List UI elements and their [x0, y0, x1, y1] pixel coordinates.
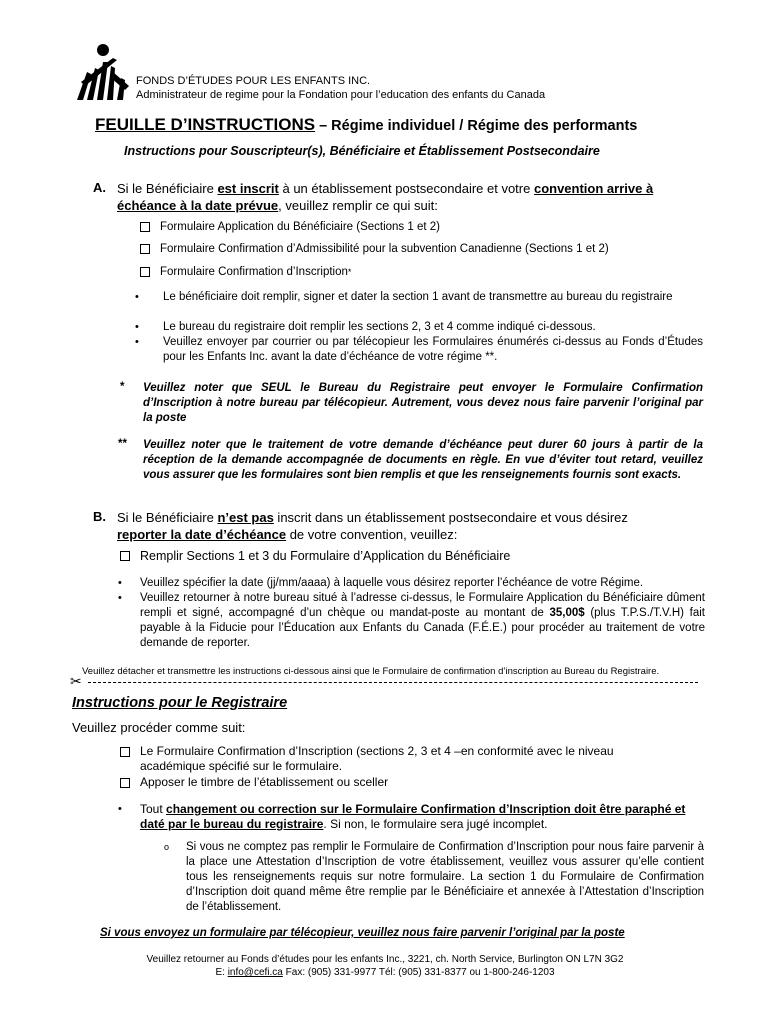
- list-item-text: Veuillez spécifier la date (jj/mm/aaaa) à laquelle vous désirez reporter l’échéance de votre Régime.: [140, 577, 644, 589]
- note-2-mark: **: [118, 438, 127, 450]
- list-item: [118, 591, 705, 651]
- checklist-item: [140, 243, 609, 255]
- checkbox-icon[interactable]: [140, 267, 150, 277]
- section-b-text-2: inscrit dans un établissement postsecondaire et vous désirez: [273, 510, 628, 525]
- list-item: [135, 320, 703, 335]
- list-item-text: Veuillez envoyer par courrier ou par télécopieur les Formulaires énumérés ci-dessus au Fonds d’Études pour les Enfants Inc. avant la date d’échéance de votre régime **.: [163, 336, 703, 363]
- checklist-item: [120, 549, 510, 563]
- list-item-text: Tout: [140, 802, 167, 816]
- checkbox-icon[interactable]: [120, 778, 130, 788]
- checklist-item: [120, 775, 680, 790]
- checklist-item-label: Remplir Sections 1 et 3 du Formulaire d’Application du Bénéficiaire: [140, 549, 511, 563]
- checklist-item-label: Formulaire Application du Bénéficiaire (Sections 1 et 2): [160, 221, 440, 233]
- section-a-letter: A.: [93, 180, 106, 195]
- section-b-intro: [117, 509, 697, 543]
- fee-amount: 35,00$: [549, 607, 585, 619]
- scissors-icon: ✂: [70, 673, 82, 689]
- list-item-text: Le bénéficiaire doit remplir, signer et dater la section 1 avant de transmettre au bureau du registraire: [163, 291, 673, 303]
- section-a-emph-2: convention arrive à: [533, 181, 654, 196]
- checklist-item-label: Formulaire Confirmation d’Inscription: [160, 266, 348, 278]
- section-a-text-3: , veuillez remplir ce qui suit:: [278, 198, 438, 213]
- note-1-mark: *: [120, 381, 125, 393]
- section-b-emph-1: n’est pas: [217, 510, 274, 525]
- list-item-text: Veuillez retourner à notre bureau situé à l’adresse ci-dessus, le Formulaire Application du Bénéficiaire dûment rempli et signé, accompagné d’un chèque ou mandat-poste au montant de: [140, 592, 705, 619]
- email-label: E:: [215, 967, 228, 978]
- section-b-text-3: de votre convention, veuillez:: [286, 527, 458, 542]
- section-a-text-2: à un établissement postsecondaire et votre: [278, 181, 534, 196]
- footer-contact: [0, 967, 770, 978]
- bullet-icon: •: [118, 803, 122, 815]
- checklist-item-label: Formulaire Confirmation d’Admissibilité pour la subvention Canadienne (Sections 1 et 2): [160, 243, 609, 255]
- registrar-proceed: Veuillez procéder comme suit:: [72, 720, 246, 735]
- section-b-letter: B.: [93, 509, 106, 524]
- list-item: [135, 335, 703, 365]
- checklist-item: [140, 266, 351, 278]
- list-item: [135, 290, 703, 305]
- section-a-emph-3: échéance à la date prévue: [117, 198, 279, 213]
- section-a-text-1: Si le Bénéficiaire: [117, 181, 218, 196]
- org-name: FONDS D’ÉTUDES POUR LES ENFANTS INC.: [136, 75, 371, 87]
- section-b-emph-2: reporter la date d’échéance: [117, 527, 287, 542]
- org-subtitle: Administrateur de regime pour la Fondation pour l’education des enfants du Canada: [136, 89, 546, 101]
- email-link[interactable]: info@cefi.ca: [227, 967, 283, 978]
- circle-bullet-icon: o: [164, 842, 170, 852]
- list-item-text: Le bureau du registraire doit remplir les sections 2, 3 et 4 comme indiqué ci-dessous.: [163, 321, 596, 333]
- footer-address: Veuillez retourner au Fonds d’études pour les enfants Inc., 3221, ch. North Service, Burlington ON L7N 3G2: [146, 954, 624, 965]
- checkbox-icon[interactable]: [120, 551, 130, 561]
- sub-list-item-text: Si vous ne comptez pas remplir le Formulaire de Confirmation d’Inscription pour nous faire parvenir à la place une Attestation d’Inscription de votre établissement, veuillez vous assurer qu’elle contient tous les renseignements requis sur notre formulaire. La section 1 du Formulaire de Confirmation d’Inscription doit quand même être remplie par le Bénéficiaire et annexée à l’Attestation d’Inscription de l’établissement.: [186, 841, 704, 913]
- checkbox-icon[interactable]: [120, 747, 130, 757]
- note-2: Veuillez noter que le traitement de votre demande d’échéance peut durer 60 jours à partir de la réception de la demande accompagnée de documents en règle. En vue d’éviter tout retard, veuillez vous assurer que les formulaires sont bien remplis et que les renseignements fournis sont exacts.: [143, 439, 703, 481]
- bullet-icon: •: [135, 336, 139, 348]
- cut-line: [88, 682, 698, 685]
- bullet-icon: •: [135, 291, 139, 303]
- bullet-icon: •: [135, 321, 139, 333]
- detach-note: Veuillez détacher et transmettre les instructions ci-dessous ainsi que le Formulaire de confirmation d’inscription au Bureau du Registraire.: [82, 666, 660, 677]
- checklist-item-label: Le Formulaire Confirmation d’Inscription (sections 2, 3 et 4 –en conformité avec le niveau académique spécifié sur le formulaire.: [140, 744, 614, 773]
- contact-numbers: Fax: (905) 331-9977 Tél: (905) 331-8377 ou 1-800-246-1203: [282, 967, 555, 978]
- list-item-text: . Si non, le formulaire sera jugé incomplet.: [323, 817, 548, 831]
- list-item-text: (plus T.P.S./T.V.H) fait payable à la Fiducie pour l’Éducation aux Enfants du Canada (F.É.E.) pour procéder au traitement de votre demande de reporter.: [140, 607, 705, 649]
- section-a-emph-1: est inscrit: [217, 181, 279, 196]
- list-item: [118, 802, 705, 832]
- checklist-item: [120, 744, 680, 774]
- registrar-title: Instructions pour le Registraire: [72, 695, 288, 711]
- bullet-icon: •: [118, 577, 122, 589]
- title-rest: – Régime individuel / Régime des performants: [315, 118, 638, 134]
- list-item: [118, 576, 705, 591]
- checkbox-icon[interactable]: [140, 222, 150, 232]
- final-note: Si vous envoyez un formulaire par télécopieur, veuillez nous faire parvenir l’original par la poste: [100, 927, 625, 939]
- checkbox-icon[interactable]: [140, 244, 150, 254]
- bullet-icon: •: [118, 592, 122, 604]
- note-1: Veuillez noter que SEUL le Bureau du Registraire peut envoyer le Formulaire Confirmation d’Inscription à notre bureau par télécopieur. Autrement, vous devez nous faire parvenir l’original par la poste: [143, 382, 703, 424]
- title-main: FEUILLE D’INSTRUCTIONS: [95, 115, 316, 134]
- asterisk-mark: *: [347, 267, 352, 277]
- page-subtitle: Instructions pour Souscripteur(s), Bénéficiaire et Établissement Postsecondaire: [124, 144, 600, 158]
- sub-list-item: [164, 840, 704, 915]
- list-item-emph: changement ou correction sur le Formulaire Confirmation d’Inscription doit être paraphé et daté par le bureau du registraire: [140, 802, 686, 831]
- page-title: [95, 115, 637, 135]
- checklist-item-label: Apposer le timbre de l’établissement ou sceller: [140, 775, 389, 789]
- checklist-item: [140, 221, 440, 233]
- foundation-logo: [73, 42, 135, 102]
- section-a-intro: [117, 180, 687, 214]
- section-b-text-1: Si le Bénéficiaire: [117, 510, 218, 525]
